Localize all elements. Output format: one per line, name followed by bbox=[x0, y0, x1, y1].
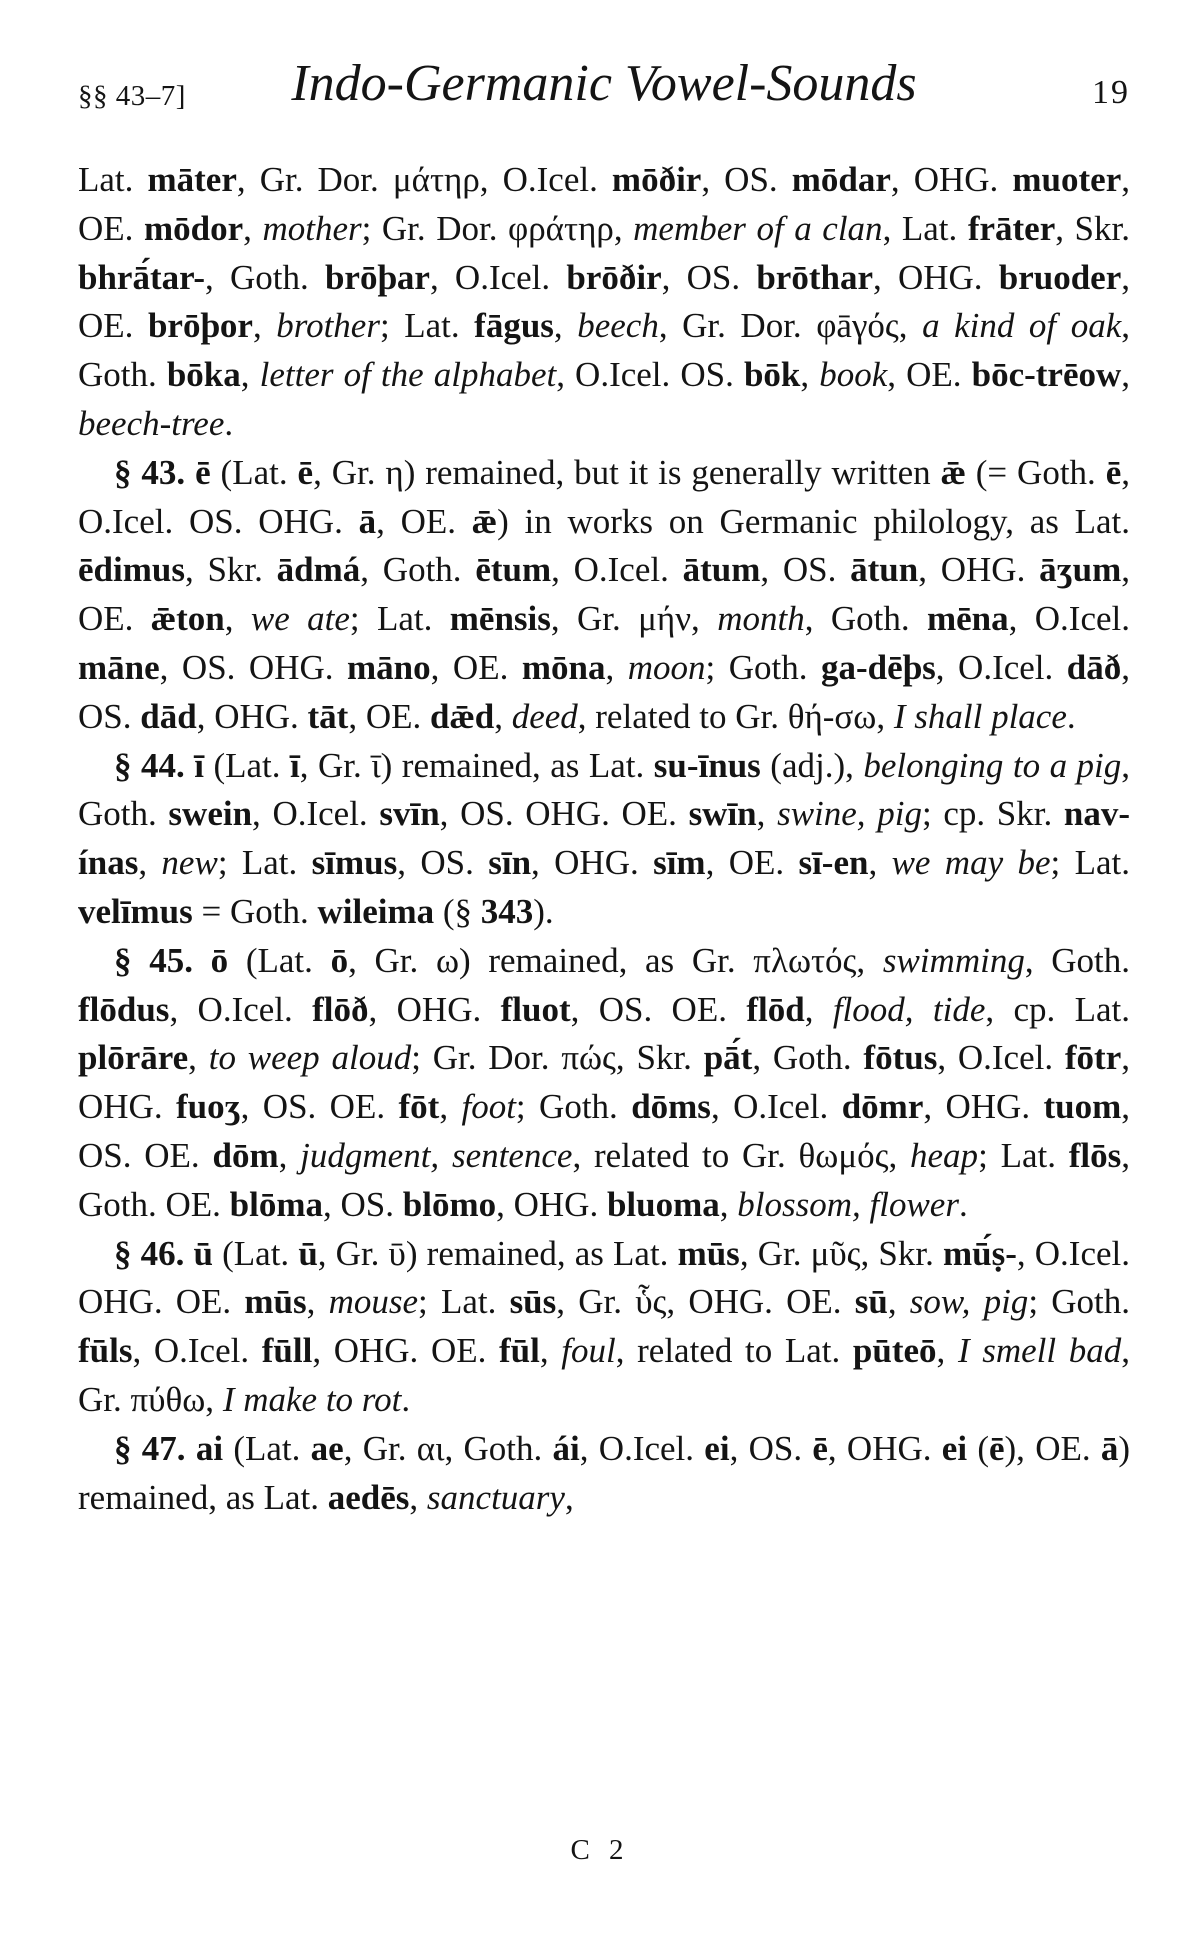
text-run: ; Lat. bbox=[379, 306, 475, 346]
text-run: , Gr. μῦς, Skr. bbox=[739, 1233, 943, 1273]
text-run: . bbox=[1066, 696, 1076, 736]
gloss: I smell bad bbox=[957, 1331, 1122, 1371]
text-run: , O.Icel. bbox=[710, 1087, 842, 1127]
text-run bbox=[185, 746, 195, 785]
gloss: I shall place bbox=[893, 696, 1067, 736]
gloss: flood, tide bbox=[832, 989, 986, 1029]
headword: ēdimus bbox=[78, 550, 185, 590]
headword: ī bbox=[194, 745, 204, 785]
gloss: letter of the alphabet bbox=[259, 355, 557, 395]
text-run: , OE. bbox=[348, 696, 430, 736]
headword: flōdus bbox=[78, 989, 170, 1029]
headword: dǣd bbox=[429, 696, 495, 736]
text-run: , Skr. bbox=[1055, 208, 1130, 248]
text-run: , bbox=[804, 989, 833, 1029]
headword: fūll bbox=[261, 1331, 313, 1371]
text-run: , bbox=[409, 1477, 427, 1517]
text-run: , OS. bbox=[760, 550, 851, 590]
headword: aedēs bbox=[327, 1477, 410, 1517]
text-run: , Goth. bbox=[205, 257, 325, 297]
text-run: (§ bbox=[434, 891, 481, 931]
text-run: . bbox=[401, 1379, 411, 1419]
headword: tāt bbox=[307, 696, 349, 736]
headword: mōðir bbox=[611, 160, 702, 199]
headword: flōd bbox=[746, 989, 805, 1029]
headword: mōdar bbox=[791, 160, 891, 199]
text-run: , bbox=[564, 1477, 574, 1517]
text-run: , OE. bbox=[705, 843, 799, 883]
headword: ādmá bbox=[276, 550, 361, 590]
gloss: new bbox=[161, 843, 218, 883]
text-run: , Gr. η) remained, but it is generally written bbox=[313, 452, 941, 492]
section-number: § 45. bbox=[114, 940, 193, 980]
text-run: (Lat. bbox=[228, 940, 331, 980]
headword: mū́ṣ- bbox=[942, 1233, 1017, 1273]
headword: velīmus bbox=[78, 891, 193, 931]
gloss: month bbox=[717, 599, 805, 639]
text-run: , OS. OE. bbox=[78, 1087, 1131, 1175]
paragraph-continuation bbox=[78, 156, 1130, 449]
text-run: , OHG. bbox=[918, 550, 1040, 590]
text-run: ; cp. Skr. bbox=[921, 794, 1064, 834]
headword: bōka bbox=[166, 355, 241, 395]
text-run: , OS. bbox=[661, 257, 757, 297]
gloss: member of a clan bbox=[633, 208, 883, 248]
text-run: (Lat. bbox=[203, 745, 291, 785]
text-run: , OS. bbox=[323, 1184, 403, 1224]
gloss: heap bbox=[910, 1135, 979, 1175]
gloss: mother bbox=[262, 208, 362, 248]
page-body bbox=[78, 156, 1130, 1522]
headword: plōrāre bbox=[78, 1038, 189, 1078]
text-run: (Lat. bbox=[223, 1428, 311, 1468]
text-run: , OE. bbox=[78, 160, 1130, 248]
headword: mēnsis bbox=[449, 599, 551, 639]
headword: swīn bbox=[688, 794, 757, 834]
headword: ā bbox=[358, 501, 377, 541]
text-run: , Goth. bbox=[360, 550, 476, 590]
headword: 343 bbox=[480, 891, 534, 931]
headword: mōna bbox=[521, 647, 606, 687]
text-run: , O.Icel. bbox=[132, 1331, 262, 1371]
headword: tuom bbox=[1043, 1087, 1122, 1127]
headword: ē bbox=[988, 1428, 1005, 1468]
text-run: , O.Icel. bbox=[252, 794, 380, 834]
headword: fōtr bbox=[1064, 1038, 1122, 1078]
gloss: swimming bbox=[882, 940, 1025, 980]
text-run: ( bbox=[967, 1428, 989, 1468]
headword: pā́t bbox=[703, 1038, 753, 1078]
text-run: , Skr. bbox=[184, 550, 277, 590]
paragraph-section-45 bbox=[78, 937, 1130, 1230]
text-run: , OE. bbox=[78, 550, 1130, 639]
text-run: , O.Icel. bbox=[551, 550, 683, 590]
text-run: , bbox=[188, 1038, 209, 1078]
text-run: , Gr. ῡ) remained, as Lat. bbox=[317, 1233, 678, 1273]
headword: dōm bbox=[212, 1135, 279, 1175]
text-run: , bbox=[1121, 355, 1131, 395]
gloss: sow, pig bbox=[909, 1282, 1029, 1322]
headword: ǣ bbox=[940, 452, 966, 492]
headword: dād bbox=[140, 696, 197, 736]
headword: ī bbox=[290, 745, 300, 785]
text-run: , bbox=[252, 306, 277, 346]
text-run: ; Lat. bbox=[217, 843, 312, 883]
text-run: ; Gr. Dor. φράτηρ, bbox=[361, 208, 634, 248]
headword: māne bbox=[78, 647, 160, 687]
text-run: , OS. bbox=[78, 647, 1131, 736]
text-run: ; Lat. bbox=[418, 1282, 510, 1322]
paragraph-section-46 bbox=[78, 1230, 1130, 1425]
text-run: , OHG. bbox=[368, 989, 501, 1029]
headword: mōdor bbox=[143, 208, 244, 248]
headword: su-īnus bbox=[653, 745, 761, 785]
headword: dōms bbox=[631, 1087, 711, 1127]
text-run: , O.Icel. bbox=[935, 647, 1067, 687]
text-run: , O.Icel. bbox=[169, 989, 313, 1029]
text-run: , Goth. bbox=[804, 599, 927, 639]
text-run: . bbox=[224, 403, 234, 443]
headword: ō bbox=[210, 940, 229, 980]
headword: ē bbox=[297, 452, 314, 492]
gloss: brother bbox=[276, 306, 380, 346]
text-run: , bbox=[553, 306, 578, 346]
text-run: , OS. bbox=[397, 843, 489, 883]
text-run: , OHG. bbox=[923, 1087, 1044, 1127]
headword: āʒum bbox=[1039, 550, 1122, 590]
gloss: we ate bbox=[250, 599, 350, 639]
text-run: , related to Gr. θή-σω, bbox=[577, 696, 894, 736]
headword: flōð bbox=[312, 989, 369, 1029]
headword: brōðir bbox=[566, 257, 662, 297]
text-run: , OS. OE. bbox=[240, 1087, 399, 1127]
text-run: , Gr. ω) remained, as Gr. πλωτός, bbox=[348, 940, 883, 980]
headword: fuoʒ bbox=[175, 1087, 241, 1127]
headword: ái bbox=[552, 1428, 580, 1468]
headword: sūs bbox=[509, 1282, 557, 1322]
text-run bbox=[193, 941, 211, 980]
headword: ǣton bbox=[150, 599, 225, 639]
text-run: = Goth. bbox=[192, 891, 318, 931]
headword: ē bbox=[195, 452, 211, 492]
gloss: judgment, sentence bbox=[300, 1135, 573, 1175]
headword: fūl bbox=[499, 1331, 540, 1371]
text-run: ) remained, as Lat. bbox=[78, 1428, 1131, 1517]
text-run: , cp. Lat. bbox=[985, 989, 1131, 1029]
text-run: , O.Icel. OS. OHG. bbox=[78, 452, 1131, 541]
headword: ō bbox=[330, 940, 349, 980]
text-run: ; Goth. bbox=[1028, 1282, 1130, 1322]
text-run: , bbox=[719, 1184, 738, 1224]
headword: fūls bbox=[78, 1331, 133, 1371]
gloss: swine, pig bbox=[777, 794, 922, 834]
headword: ei bbox=[941, 1428, 968, 1468]
headword: svīn bbox=[379, 794, 440, 834]
gloss: belonging to a pig bbox=[863, 745, 1122, 785]
text-run: , bbox=[868, 843, 892, 883]
text-run: , bbox=[539, 1331, 562, 1371]
text-run: , O.Icel. bbox=[429, 257, 567, 297]
gloss: sanctuary bbox=[426, 1477, 565, 1517]
text-run: , OHG. bbox=[890, 160, 1013, 199]
text-run: , Goth. bbox=[752, 1038, 864, 1078]
gloss: to weep aloud bbox=[208, 1038, 412, 1078]
headword: sī-en bbox=[798, 843, 869, 883]
headword: ai bbox=[195, 1428, 224, 1468]
text-run bbox=[185, 453, 195, 492]
text-run: , OHG. bbox=[827, 1428, 942, 1468]
text-run: , OS. OHG. OE. bbox=[439, 794, 689, 834]
headword: frāter bbox=[967, 208, 1056, 248]
text-run: , bbox=[224, 599, 251, 639]
headword: ē bbox=[1105, 452, 1122, 492]
text-run: ; Gr. Dor. πώς, Skr. bbox=[411, 1038, 704, 1078]
headword: dāð bbox=[1066, 647, 1122, 687]
headword: ā bbox=[1100, 1428, 1119, 1468]
text-run: , Goth. bbox=[78, 745, 1131, 834]
gloss: we may be bbox=[891, 843, 1051, 883]
text-run: ; Lat. bbox=[1050, 843, 1130, 883]
headword: mūs bbox=[244, 1282, 307, 1322]
text-run: , bbox=[756, 794, 778, 834]
text-run: , OS. OHG. bbox=[159, 647, 348, 687]
running-title: Indo-Germanic Vowel-Sounds bbox=[291, 55, 917, 112]
headword: ga-dēþs bbox=[821, 647, 936, 687]
text-run: , bbox=[936, 1331, 958, 1371]
text-run: , Gr. ῑ) remained, as Lat. bbox=[299, 745, 654, 785]
headword: ae bbox=[310, 1428, 344, 1468]
section-number: § 47. bbox=[114, 1428, 186, 1468]
text-run: , OS. bbox=[729, 1428, 813, 1468]
text-run: , OHG. bbox=[496, 1184, 607, 1224]
headword: bhrā́tar- bbox=[78, 257, 206, 297]
gloss: beech-tree bbox=[78, 403, 225, 443]
headword: wileima bbox=[317, 891, 435, 931]
gloss: foot bbox=[461, 1087, 516, 1127]
text-run: (adj.), bbox=[760, 745, 864, 785]
headword: mūs bbox=[677, 1233, 740, 1273]
text-run: , bbox=[887, 1282, 910, 1322]
headword: bluoma bbox=[606, 1184, 720, 1224]
text-run: , OS. bbox=[701, 160, 792, 199]
section-number: § 44. bbox=[114, 745, 185, 785]
headword: ū bbox=[298, 1233, 318, 1273]
text-run: , Gr. Dor. φāγός, bbox=[658, 306, 923, 346]
headword: bruoder bbox=[998, 257, 1122, 297]
text-run: , OHG. bbox=[78, 1038, 1131, 1127]
text-run bbox=[184, 1234, 193, 1273]
text-run: , Gr. μήν, bbox=[550, 599, 718, 639]
headword: pūteō bbox=[852, 1331, 937, 1371]
text-run: , bbox=[800, 355, 820, 395]
text-run: , Goth. OE. bbox=[78, 1135, 1131, 1224]
headword: sū bbox=[854, 1282, 888, 1322]
text-run: (Lat. bbox=[213, 1233, 299, 1273]
headword: ū bbox=[193, 1233, 213, 1273]
headword: fōtus bbox=[863, 1038, 938, 1078]
signature-mark: C 2 bbox=[570, 1834, 630, 1866]
text-run: ). bbox=[533, 891, 554, 931]
text-run: , OE. bbox=[430, 647, 522, 687]
text-run: , bbox=[306, 1282, 329, 1322]
text-run: Lat. bbox=[78, 160, 148, 199]
gloss: beech bbox=[577, 306, 659, 346]
headword: blōmo bbox=[402, 1184, 497, 1224]
text-run: , O.Icel. OS. bbox=[556, 355, 744, 395]
section-number: § 43. bbox=[114, 452, 186, 492]
text-run: , bbox=[138, 843, 162, 883]
text-run: ) in works on Germanic philology, as Lat. bbox=[497, 501, 1131, 541]
headword: fluot bbox=[500, 989, 571, 1029]
headword: sīm bbox=[653, 843, 706, 883]
gloss: I make to rot bbox=[222, 1379, 402, 1419]
text-run: , OHG. OE. bbox=[312, 1331, 500, 1371]
headword: ētum bbox=[475, 550, 552, 590]
text-run: , OE. bbox=[887, 355, 972, 395]
text-run: , related to Lat. bbox=[615, 1331, 853, 1371]
headword: blōma bbox=[229, 1184, 324, 1224]
headword: fōt bbox=[398, 1087, 440, 1127]
text-run: , bbox=[243, 208, 263, 248]
text-run: ), OE. bbox=[1004, 1428, 1101, 1468]
headword: dōmr bbox=[841, 1087, 924, 1127]
text-run: , Gr. ὗς, OHG. OE. bbox=[556, 1282, 855, 1322]
text-run: ; Goth. bbox=[705, 647, 822, 687]
section-number: § 46. bbox=[114, 1233, 185, 1273]
headword: bōk bbox=[743, 355, 801, 395]
gloss: foul bbox=[561, 1331, 616, 1371]
headword: ē bbox=[812, 1428, 828, 1468]
text-run: , bbox=[605, 647, 628, 687]
text-run: , Lat. bbox=[882, 208, 968, 248]
headword: brōþar bbox=[324, 257, 430, 297]
text-run: , O.Icel. bbox=[579, 1428, 705, 1468]
headword: ātun bbox=[850, 550, 919, 590]
text-run: , O.Icel. bbox=[1008, 599, 1131, 639]
headword: brōthar bbox=[756, 257, 873, 297]
page-number: 19 bbox=[1092, 74, 1130, 111]
paragraph-section-44 bbox=[78, 742, 1130, 937]
text-run: , Gr. πύθω, bbox=[78, 1331, 1131, 1419]
text-run: , OHG. bbox=[531, 843, 654, 883]
text-run: ; Lat. bbox=[349, 599, 450, 639]
text-run bbox=[186, 1429, 196, 1468]
text-run: (= Goth. bbox=[965, 452, 1106, 492]
headword: ātum bbox=[682, 550, 761, 590]
headword: fāgus bbox=[474, 306, 554, 346]
headword: flōs bbox=[1068, 1135, 1122, 1175]
running-header bbox=[78, 48, 1130, 118]
section-range: §§ 43–7] bbox=[78, 80, 186, 112]
text-run: , Goth. bbox=[1024, 940, 1131, 980]
headword: ei bbox=[704, 1428, 730, 1468]
text-run: , OE. bbox=[78, 257, 1130, 346]
text-run: ; Lat. bbox=[978, 1135, 1069, 1175]
gloss: mouse bbox=[328, 1282, 419, 1322]
gloss: a kind of oak bbox=[922, 306, 1122, 346]
headword: muoter bbox=[1012, 160, 1122, 199]
gloss: blossom, flower bbox=[737, 1184, 959, 1224]
text-run: , bbox=[494, 696, 512, 736]
text-run: ; Goth. bbox=[515, 1087, 632, 1127]
text-run: , O.Icel. bbox=[937, 1038, 1065, 1078]
gloss: moon bbox=[627, 647, 706, 687]
headword: nav-ínas bbox=[78, 794, 1131, 883]
text-run: , O.Icel. OHG. OE. bbox=[78, 1233, 1130, 1322]
text-run: , Gr. Dor. μάτηρ, O.Icel. bbox=[236, 160, 612, 199]
text-run: , Gr. αι, Goth. bbox=[343, 1428, 553, 1468]
text-run: , OS. OE. bbox=[570, 989, 747, 1029]
paragraph-section-43 bbox=[78, 449, 1130, 742]
headword: māter bbox=[147, 160, 237, 199]
text-run: , OHG. bbox=[196, 696, 308, 736]
text-run: , Goth. bbox=[78, 306, 1130, 395]
headword: swein bbox=[168, 794, 253, 834]
headword: sīn bbox=[488, 843, 532, 883]
headword: brōþor bbox=[147, 306, 253, 346]
headword: sīmus bbox=[311, 843, 398, 883]
headword: māno bbox=[347, 647, 431, 687]
text-run: , bbox=[240, 355, 260, 395]
headword: mēna bbox=[926, 599, 1009, 639]
text-run: , OHG. bbox=[872, 257, 999, 297]
headword: bōc-trēow bbox=[971, 355, 1122, 395]
text-run: , related to Gr. θωμός, bbox=[572, 1135, 911, 1175]
text-run: , bbox=[439, 1087, 462, 1127]
text-run: , OE. bbox=[376, 501, 472, 541]
text-run: (Lat. bbox=[210, 452, 298, 492]
gloss: book bbox=[819, 355, 888, 395]
headword: ǣ bbox=[471, 501, 498, 541]
paragraph-section-47 bbox=[78, 1425, 1130, 1523]
text-run: , bbox=[278, 1135, 301, 1175]
text-run: . bbox=[958, 1184, 968, 1224]
gloss: deed bbox=[511, 696, 578, 736]
